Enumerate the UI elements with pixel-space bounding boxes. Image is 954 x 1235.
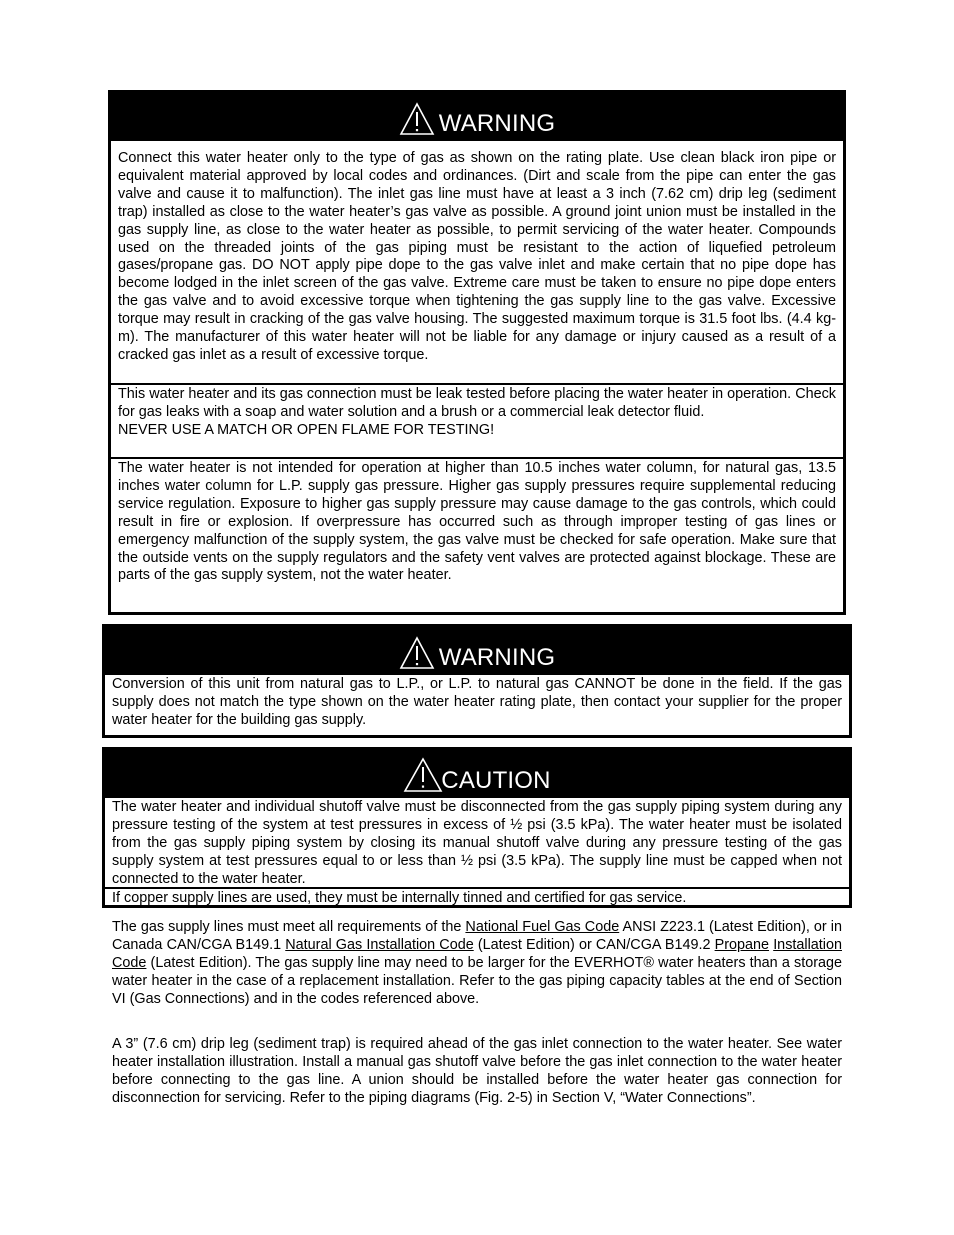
code-reference-link: Propane [714,936,770,953]
caution-copper-text: If copper supply lines are used, they must be internally tinned and certified for gas service. [112,890,687,906]
caution-disconnect-text: The water heater and individual shutoff valve must be disconnected from the gas supply piping system during any pressure testing of the system at test pressures in excess of ½ psi (3.5 kPa). The water heater must be isolated from the gas supply piping system by closing its manual shutoff valve during any pressure testing of the gas supply system at test pressures equal to or less than ½ psi (3.5 kPa). The supply line must be capped when not connected to the water heater. [112,799,842,887]
warning-box-conversion [102,624,852,738]
body-text: (Latest Edition). The gas supply line may need to be larger for the EVERHOT® water heaters than a storage water heater in the case of a replacement installation. Refer to the gas piping capacity tables at the end of Section VI (Gas Connections) and in the codes referenced above. [112,954,842,1007]
caution-box [102,747,852,908]
body-text: The gas supply lines must meet all requirements of the [112,919,466,935]
caution-section-copper [105,887,849,909]
warning-no-flame-text: NEVER USE A MATCH OR OPEN FLAME FOR TESTING! [118,421,495,438]
caution-triangle-icon [403,757,443,793]
body-paragraph-drip-leg: A 3” (7.6 cm) drip leg (sediment trap) is required ahead of the gas inlet connection to the water heater. See water heater installation illustration. Install a manual gas shutoff valve before the gas inlet connection to the water heater before connecting to the gas line. A union should be installed before the water heater gas connection for disconnection for servicing. Refer to the piping diagrams (Fig. 2-5) in Section V, “Water Connections”. [112,1036,842,1106]
warning-pipe-text: Connect this water heater only to the type of gas as shown on the rating plate. Use clean black iron pipe or equivalent material approved by local codes and ordinances. (Dirt and scale from the pipe can enter the gas valve and cause it to malfunction). The inlet gas line must have at least a 3 inch (7.62 cm) drip leg (sediment trap) installed as close to the water heater’s gas valve as possible. A ground joint union must be installed in the gas supply line, as close to the water heater as possible, to permit servicing of the water heater. Compounds used on the threaded joints of the gas piping must be resistant to the action of liquefied petroleum gases/propane gas. DO NOT apply pipe dope to the gas valve inlet and make certain that no pipe dope has become lodged in the inlet screen of the gas valve. Extreme care must be taken to ensure no pipe dope enters the gas valve and to avoid excessive torque when tightening the gas supply line to the gas valve. Excessive torque may result in cracking of the gas valve housing. The suggested maximum torque is 31.5 foot lbs. (4.4 kg-m). The manufacturer of this water heater will not be liable for any damage or injury caused as a result of a cracked gas inlet as a result of excessive torque. [118,150,836,363]
warning-section-conversion [105,673,849,732]
warning-header [105,627,849,673]
warning-section-leak-test [111,383,843,457]
code-reference-link: National Fuel Gas Code [465,919,620,935]
warning-title: WARNING [438,644,556,671]
warning-section-pipe [111,139,843,383]
warning-box-gas-connection [108,90,846,615]
caution-title: CAUTION [441,767,551,794]
warning-header [111,93,843,139]
code-reference-link: Installation Code [112,936,842,971]
body-text: ANSI Z223.1 (Latest Edition), or in Canada CAN/CGA B149.1 [112,919,842,953]
body-paragraph-codes [112,919,842,1009]
warning-title: WARNING [438,110,556,137]
warning-conversion-text: Conversion of this unit from natural gas to L.P., or L.P. to natural gas CANNOT be done in the field. If the gas supply does not match the type shown on the water heater rating plate, then contact your supplier for the proper water heater for the building gas supply. [112,676,842,728]
warning-leak-test-text: This water heater and its gas connection must be leak tested before placing the water heater in operation. Check for gas leaks with a soap and water solution and a brush or a commercial leak detector fluid. [118,386,836,420]
code-reference-link: Natural Gas Installation Code [285,936,474,953]
warning-triangle-icon [399,102,435,136]
caution-header [105,750,849,796]
warning-triangle-icon [399,636,435,670]
warning-pressure-text: The water heater is not intended for operation at higher than 10.5 inches water column, for natural gas, 13.5 inches water column for L.P. supply gas pressure. Higher gas supply pressures require supplemental reducing service regulation. Exposure to higher gas supply pressure may cause damage to the gas controls, which could result in fire or explosion. If overpressure has occurred such as through improper testing of gas lines or emergency malfunction of the supply system, the gas valve must be checked for safe operation. Make sure that the outside vents on the supply regulators and the safety vent valves are protected against blockage. These are parts of the gas supply system, not the water heater. [118,460,836,584]
caution-section-disconnect [105,796,849,887]
body-text: (Latest Edition) or CAN/CGA B149.2 [473,936,715,953]
warning-section-pressure [111,457,843,587]
